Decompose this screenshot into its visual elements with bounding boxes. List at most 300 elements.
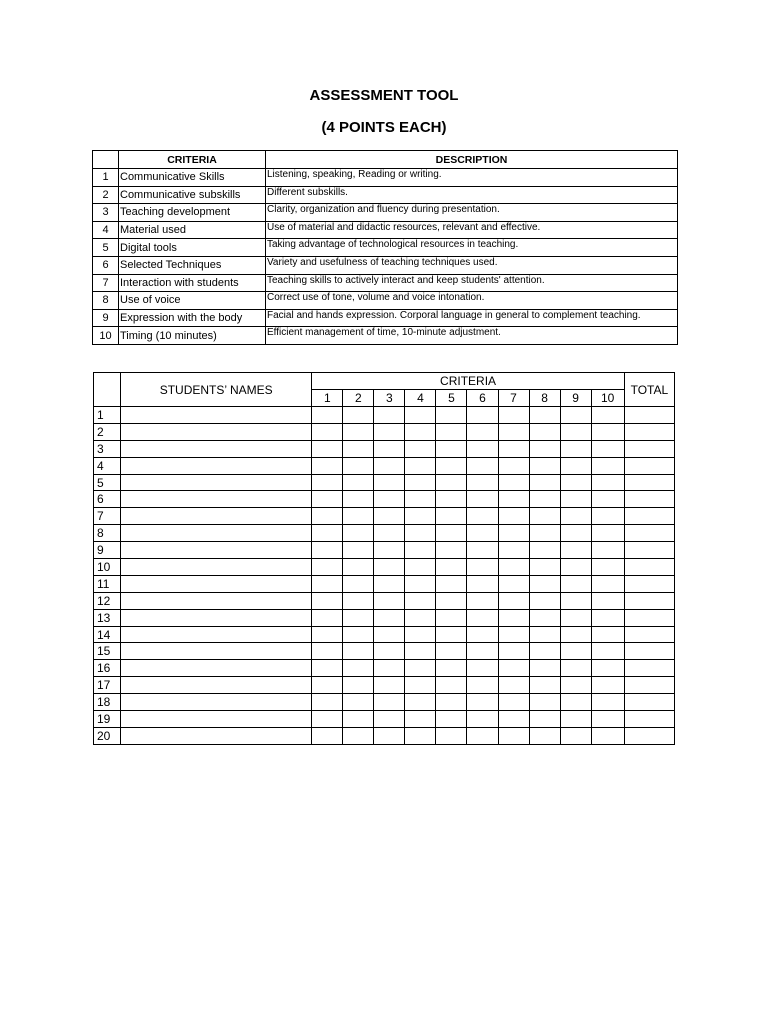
criteria-score-cell[interactable] — [529, 694, 560, 711]
description-header: DESCRIPTION — [266, 151, 678, 169]
criteria-score-cell[interactable] — [405, 694, 436, 711]
total-score-cell[interactable] — [624, 609, 674, 626]
total-score-cell[interactable] — [624, 694, 674, 711]
criteria-score-cell[interactable] — [312, 694, 343, 711]
criteria-score-cell[interactable] — [312, 559, 343, 576]
criteria-score-cell[interactable] — [560, 592, 591, 609]
criteria-description: Efficient management of time, 10-minute adjustment. — [266, 327, 678, 345]
criteria-score-cell[interactable] — [436, 694, 467, 711]
criteria-score-cell[interactable] — [343, 609, 374, 626]
criteria-score-cell[interactable] — [467, 727, 498, 744]
criteria-score-cell[interactable] — [436, 626, 467, 643]
criteria-score-cell[interactable] — [560, 423, 591, 440]
criteria-score-cell[interactable] — [529, 727, 560, 744]
total-score-cell[interactable] — [624, 525, 674, 542]
criteria-score-cell[interactable] — [529, 660, 560, 677]
student-name-cell[interactable] — [121, 592, 312, 609]
criteria-score-cell[interactable] — [467, 559, 498, 576]
criteria-score-cell[interactable] — [560, 491, 591, 508]
criteria-score-cell[interactable] — [467, 423, 498, 440]
criteria-score-cell[interactable] — [343, 626, 374, 643]
student-name-cell[interactable] — [121, 575, 312, 592]
criteria-score-cell[interactable] — [343, 440, 374, 457]
criteria-score-cell[interactable] — [498, 592, 529, 609]
criteria-score-cell[interactable] — [498, 525, 529, 542]
criteria-score-cell[interactable] — [436, 491, 467, 508]
criteria-score-cell[interactable] — [498, 440, 529, 457]
criteria-score-cell[interactable] — [591, 643, 624, 660]
criteria-score-cell[interactable] — [374, 660, 405, 677]
criteria-score-cell[interactable] — [591, 559, 624, 576]
student-row — [94, 677, 675, 694]
criteria-row — [93, 239, 678, 257]
criteria-score-cell[interactable] — [312, 525, 343, 542]
student-row — [94, 491, 675, 508]
total-score-cell[interactable] — [624, 491, 674, 508]
criteria-description: Taking advantage of technological resources in teaching. — [266, 239, 678, 257]
total-score-cell[interactable] — [624, 542, 674, 559]
total-score-cell[interactable] — [624, 440, 674, 457]
criteria-score-cell[interactable] — [405, 575, 436, 592]
criteria-score-cell[interactable] — [436, 457, 467, 474]
criteria-score-cell[interactable] — [591, 660, 624, 677]
criteria-score-cell[interactable] — [312, 592, 343, 609]
criteria-score-cell[interactable] — [560, 474, 591, 491]
criteria-name: Selected Techniques — [119, 256, 266, 274]
criteria-score-cell[interactable] — [498, 457, 529, 474]
students-table — [93, 372, 675, 745]
student-name-cell[interactable] — [121, 423, 312, 440]
criteria-score-cell[interactable] — [591, 440, 624, 457]
criteria-score-cell[interactable] — [405, 643, 436, 660]
criteria-score-cell[interactable] — [374, 694, 405, 711]
criteria-score-cell[interactable] — [343, 542, 374, 559]
criteria-score-cell[interactable] — [343, 491, 374, 508]
student-row-number: 2 — [94, 423, 121, 440]
student-name-cell[interactable] — [121, 508, 312, 525]
student-name-cell[interactable] — [121, 457, 312, 474]
student-name-cell[interactable] — [121, 407, 312, 424]
criteria-score-cell[interactable] — [374, 407, 405, 424]
total-score-cell[interactable] — [624, 677, 674, 694]
criteria-score-cell[interactable] — [529, 474, 560, 491]
criteria-score-cell[interactable] — [436, 508, 467, 525]
criteria-score-cell[interactable] — [405, 440, 436, 457]
criteria-score-cell[interactable] — [467, 592, 498, 609]
student-row — [94, 525, 675, 542]
criteria-name: Digital tools — [119, 239, 266, 257]
criteria-score-cell[interactable] — [405, 559, 436, 576]
student-name-cell[interactable] — [121, 525, 312, 542]
criteria-score-cell[interactable] — [467, 491, 498, 508]
criteria-score-cell[interactable] — [343, 575, 374, 592]
criteria-score-cell[interactable] — [405, 660, 436, 677]
student-row-number: 8 — [94, 525, 121, 542]
criteria-score-cell[interactable] — [436, 525, 467, 542]
total-score-cell[interactable] — [624, 407, 674, 424]
criteria-score-cell[interactable] — [312, 626, 343, 643]
criteria-score-cell[interactable] — [374, 609, 405, 626]
criteria-group-header: CRITERIA — [312, 373, 624, 390]
criteria-score-cell[interactable] — [436, 643, 467, 660]
criteria-score-cell[interactable] — [467, 677, 498, 694]
criteria-number: 8 — [93, 292, 119, 310]
criteria-score-cell[interactable] — [498, 491, 529, 508]
criteria-score-cell[interactable] — [436, 474, 467, 491]
criteria-score-cell[interactable] — [529, 440, 560, 457]
criteria-score-cell[interactable] — [312, 643, 343, 660]
total-score-cell[interactable] — [624, 559, 674, 576]
criteria-score-cell[interactable] — [498, 711, 529, 728]
criteria-score-cell[interactable] — [467, 643, 498, 660]
criteria-score-cell[interactable] — [405, 542, 436, 559]
student-name-cell[interactable] — [121, 542, 312, 559]
criteria-score-cell[interactable] — [374, 457, 405, 474]
criteria-score-cell[interactable] — [498, 474, 529, 491]
criteria-score-cell[interactable] — [374, 525, 405, 542]
criteria-score-cell[interactable] — [312, 423, 343, 440]
criteria-score-cell[interactable] — [343, 643, 374, 660]
criteria-score-cell[interactable] — [374, 711, 405, 728]
criteria-score-cell[interactable] — [343, 559, 374, 576]
criteria-score-cell[interactable] — [312, 542, 343, 559]
criteria-name: Use of voice — [119, 292, 266, 310]
total-score-cell[interactable] — [624, 660, 674, 677]
criteria-score-cell[interactable] — [591, 525, 624, 542]
criteria-score-cell[interactable] — [374, 643, 405, 660]
criteria-score-cell[interactable] — [436, 423, 467, 440]
criteria-score-cell[interactable] — [467, 694, 498, 711]
total-score-cell[interactable] — [624, 711, 674, 728]
criteria-row — [93, 186, 678, 204]
criteria-description: Use of material and didactic resources, relevant and effective. — [266, 221, 678, 239]
criteria-number-header: 1 — [312, 390, 343, 407]
criteria-score-cell[interactable] — [529, 508, 560, 525]
criteria-number-header: 3 — [374, 390, 405, 407]
student-name-cell[interactable] — [121, 440, 312, 457]
criteria-score-cell[interactable] — [560, 643, 591, 660]
total-score-cell[interactable] — [624, 508, 674, 525]
criteria-score-cell[interactable] — [436, 609, 467, 626]
student-row — [94, 542, 675, 559]
criteria-score-cell[interactable] — [529, 525, 560, 542]
criteria-score-cell[interactable] — [498, 508, 529, 525]
student-name-cell[interactable] — [121, 559, 312, 576]
criteria-score-cell[interactable] — [529, 491, 560, 508]
criteria-score-cell[interactable] — [529, 592, 560, 609]
criteria-number-header — [93, 151, 119, 169]
criteria-number-header: 7 — [498, 390, 529, 407]
criteria-score-cell[interactable] — [405, 609, 436, 626]
criteria-score-cell[interactable] — [374, 626, 405, 643]
criteria-score-cell[interactable] — [312, 727, 343, 744]
criteria-score-cell[interactable] — [591, 491, 624, 508]
criteria-score-cell[interactable] — [591, 457, 624, 474]
criteria-score-cell[interactable] — [374, 677, 405, 694]
criteria-score-cell[interactable] — [529, 609, 560, 626]
criteria-score-cell[interactable] — [498, 626, 529, 643]
criteria-score-cell[interactable] — [467, 542, 498, 559]
student-row-number: 17 — [94, 677, 121, 694]
total-score-cell[interactable] — [624, 592, 674, 609]
criteria-score-cell[interactable] — [343, 711, 374, 728]
criteria-score-cell[interactable] — [312, 660, 343, 677]
criteria-score-cell[interactable] — [591, 423, 624, 440]
page-subtitle: (4 POINTS EACH) — [321, 119, 447, 136]
criteria-score-cell[interactable] — [591, 508, 624, 525]
criteria-score-cell[interactable] — [560, 559, 591, 576]
criteria-score-cell[interactable] — [436, 575, 467, 592]
criteria-name: Teaching development — [119, 204, 266, 222]
criteria-score-cell[interactable] — [560, 508, 591, 525]
criteria-score-cell[interactable] — [529, 542, 560, 559]
criteria-score-cell[interactable] — [560, 542, 591, 559]
criteria-score-cell[interactable] — [560, 694, 591, 711]
student-name-cell[interactable] — [121, 677, 312, 694]
student-row-number: 4 — [94, 457, 121, 474]
criteria-score-cell[interactable] — [436, 542, 467, 559]
student-name-cell[interactable] — [121, 474, 312, 491]
criteria-score-cell[interactable] — [591, 626, 624, 643]
criteria-score-cell[interactable] — [467, 457, 498, 474]
total-score-cell[interactable] — [624, 423, 674, 440]
criteria-score-cell[interactable] — [529, 711, 560, 728]
student-name-cell[interactable] — [121, 609, 312, 626]
criteria-score-cell[interactable] — [405, 407, 436, 424]
student-row — [94, 643, 675, 660]
criteria-score-cell[interactable] — [343, 727, 374, 744]
student-name-cell[interactable] — [121, 643, 312, 660]
total-score-cell[interactable] — [624, 575, 674, 592]
criteria-score-cell[interactable] — [436, 727, 467, 744]
student-row — [94, 660, 675, 677]
criteria-score-cell[interactable] — [374, 592, 405, 609]
criteria-score-cell[interactable] — [312, 440, 343, 457]
total-score-cell[interactable] — [624, 626, 674, 643]
student-row-number: 18 — [94, 694, 121, 711]
criteria-score-cell[interactable] — [560, 727, 591, 744]
criteria-score-cell[interactable] — [436, 440, 467, 457]
criteria-score-cell[interactable] — [312, 474, 343, 491]
student-row-number: 19 — [94, 711, 121, 728]
criteria-score-cell[interactable] — [467, 508, 498, 525]
criteria-score-cell[interactable] — [529, 457, 560, 474]
criteria-score-cell[interactable] — [312, 677, 343, 694]
criteria-score-cell[interactable] — [560, 525, 591, 542]
criteria-score-cell[interactable] — [436, 592, 467, 609]
criteria-number: 3 — [93, 204, 119, 222]
criteria-score-cell[interactable] — [591, 575, 624, 592]
criteria-score-cell[interactable] — [343, 592, 374, 609]
criteria-score-cell[interactable] — [498, 407, 529, 424]
criteria-score-cell[interactable] — [405, 711, 436, 728]
criteria-score-cell[interactable] — [560, 575, 591, 592]
criteria-score-cell[interactable] — [436, 407, 467, 424]
criteria-row — [93, 292, 678, 310]
criteria-score-cell[interactable] — [498, 423, 529, 440]
criteria-score-cell[interactable] — [560, 440, 591, 457]
total-score-cell[interactable] — [624, 474, 674, 491]
criteria-score-cell[interactable] — [405, 592, 436, 609]
criteria-score-cell[interactable] — [343, 660, 374, 677]
criteria-number: 7 — [93, 274, 119, 292]
criteria-description: Correct use of tone, volume and voice intonation. — [266, 292, 678, 310]
criteria-score-cell[interactable] — [591, 727, 624, 744]
criteria-score-cell[interactable] — [436, 660, 467, 677]
criteria-score-cell[interactable] — [560, 457, 591, 474]
criteria-number-header: 2 — [343, 390, 374, 407]
criteria-score-cell[interactable] — [498, 559, 529, 576]
criteria-score-cell[interactable] — [498, 575, 529, 592]
criteria-score-cell[interactable] — [343, 423, 374, 440]
criteria-description: Variety and usefulness of teaching techniques used. — [266, 256, 678, 274]
criteria-row — [93, 256, 678, 274]
criteria-score-cell[interactable] — [405, 727, 436, 744]
criteria-score-cell[interactable] — [591, 609, 624, 626]
criteria-score-cell[interactable] — [529, 407, 560, 424]
criteria-score-cell[interactable] — [405, 474, 436, 491]
criteria-score-cell[interactable] — [436, 559, 467, 576]
criteria-score-cell[interactable] — [498, 609, 529, 626]
criteria-score-cell[interactable] — [560, 609, 591, 626]
criteria-score-cell[interactable] — [405, 508, 436, 525]
criteria-score-cell[interactable] — [467, 711, 498, 728]
criteria-score-cell[interactable] — [498, 643, 529, 660]
criteria-score-cell[interactable] — [529, 643, 560, 660]
criteria-score-cell[interactable] — [467, 660, 498, 677]
criteria-number-header: 5 — [436, 390, 467, 407]
student-name-cell[interactable] — [121, 491, 312, 508]
criteria-score-cell[interactable] — [467, 626, 498, 643]
criteria-score-cell[interactable] — [343, 525, 374, 542]
student-name-cell[interactable] — [121, 626, 312, 643]
student-row — [94, 559, 675, 576]
criteria-score-cell[interactable] — [467, 440, 498, 457]
criteria-row — [93, 309, 678, 327]
criteria-score-cell[interactable] — [312, 407, 343, 424]
criteria-score-cell[interactable] — [529, 626, 560, 643]
criteria-score-cell[interactable] — [529, 677, 560, 694]
criteria-score-cell[interactable] — [591, 407, 624, 424]
criteria-score-cell[interactable] — [374, 423, 405, 440]
criteria-score-cell[interactable] — [374, 542, 405, 559]
criteria-score-cell[interactable] — [405, 677, 436, 694]
student-row-number: 7 — [94, 508, 121, 525]
criteria-score-cell[interactable] — [312, 508, 343, 525]
criteria-score-cell[interactable] — [343, 508, 374, 525]
criteria-score-cell[interactable] — [560, 660, 591, 677]
criteria-score-cell[interactable] — [312, 457, 343, 474]
criteria-score-cell[interactable] — [498, 694, 529, 711]
criteria-score-cell[interactable] — [343, 694, 374, 711]
criteria-description: Teaching skills to actively interact and keep students' attention. — [266, 274, 678, 292]
criteria-score-cell[interactable] — [560, 677, 591, 694]
criteria-score-cell[interactable] — [405, 491, 436, 508]
criteria-score-cell[interactable] — [312, 711, 343, 728]
criteria-score-cell[interactable] — [529, 559, 560, 576]
criteria-score-cell[interactable] — [467, 609, 498, 626]
student-row — [94, 457, 675, 474]
criteria-score-cell[interactable] — [591, 677, 624, 694]
criteria-score-cell[interactable] — [343, 677, 374, 694]
criteria-score-cell[interactable] — [436, 677, 467, 694]
student-name-cell[interactable] — [121, 727, 312, 744]
student-row-number: 5 — [94, 474, 121, 491]
criteria-score-cell[interactable] — [529, 423, 560, 440]
criteria-score-cell[interactable] — [312, 609, 343, 626]
criteria-score-cell[interactable] — [591, 474, 624, 491]
criteria-score-cell[interactable] — [560, 711, 591, 728]
criteria-description: Facial and hands expression. Corporal language in general to complement teaching. — [266, 309, 678, 327]
criteria-score-cell[interactable] — [374, 508, 405, 525]
criteria-score-cell[interactable] — [591, 711, 624, 728]
criteria-score-cell[interactable] — [467, 575, 498, 592]
criteria-score-cell[interactable] — [498, 727, 529, 744]
criteria-score-cell[interactable] — [374, 575, 405, 592]
criteria-score-cell[interactable] — [498, 660, 529, 677]
total-score-cell[interactable] — [624, 727, 674, 744]
criteria-score-cell[interactable] — [498, 677, 529, 694]
criteria-score-cell[interactable] — [374, 474, 405, 491]
criteria-score-cell[interactable] — [498, 542, 529, 559]
total-score-cell[interactable] — [624, 643, 674, 660]
student-row — [94, 626, 675, 643]
criteria-score-cell[interactable] — [343, 457, 374, 474]
criteria-score-cell[interactable] — [405, 626, 436, 643]
student-name-cell[interactable] — [121, 694, 312, 711]
criteria-score-cell[interactable] — [591, 542, 624, 559]
criteria-row — [93, 327, 678, 345]
criteria-score-cell[interactable] — [591, 592, 624, 609]
criteria-score-cell[interactable] — [374, 440, 405, 457]
student-name-cell[interactable] — [121, 711, 312, 728]
criteria-score-cell[interactable] — [529, 575, 560, 592]
criteria-number-header: 8 — [529, 390, 560, 407]
criteria-description: Listening, speaking, Reading or writing. — [266, 169, 678, 187]
student-name-cell[interactable] — [121, 660, 312, 677]
criteria-description: Clarity, organization and fluency during presentation. — [266, 204, 678, 222]
criteria-score-cell[interactable] — [560, 407, 591, 424]
criteria-score-cell[interactable] — [312, 491, 343, 508]
criteria-score-cell[interactable] — [467, 407, 498, 424]
student-row — [94, 694, 675, 711]
criteria-score-cell[interactable] — [405, 525, 436, 542]
total-score-cell[interactable] — [624, 457, 674, 474]
criteria-number: 4 — [93, 221, 119, 239]
student-row — [94, 711, 675, 728]
criteria-score-cell[interactable] — [312, 575, 343, 592]
criteria-score-cell[interactable] — [467, 525, 498, 542]
criteria-score-cell[interactable] — [374, 727, 405, 744]
student-row — [94, 508, 675, 525]
criteria-name: Communicative Skills — [119, 169, 266, 187]
student-row-number: 11 — [94, 575, 121, 592]
criteria-name: Interaction with students — [119, 274, 266, 292]
criteria-score-cell[interactable] — [436, 711, 467, 728]
criteria-score-cell[interactable] — [343, 407, 374, 424]
criteria-score-cell[interactable] — [405, 457, 436, 474]
criteria-score-cell[interactable] — [374, 491, 405, 508]
criteria-number: 10 — [93, 327, 119, 345]
criteria-score-cell[interactable] — [343, 474, 374, 491]
criteria-score-cell[interactable] — [560, 626, 591, 643]
criteria-score-cell[interactable] — [374, 559, 405, 576]
criteria-score-cell[interactable] — [467, 474, 498, 491]
criteria-score-cell[interactable] — [405, 423, 436, 440]
criteria-number: 9 — [93, 309, 119, 327]
criteria-header: CRITERIA — [119, 151, 266, 169]
criteria-score-cell[interactable] — [591, 694, 624, 711]
